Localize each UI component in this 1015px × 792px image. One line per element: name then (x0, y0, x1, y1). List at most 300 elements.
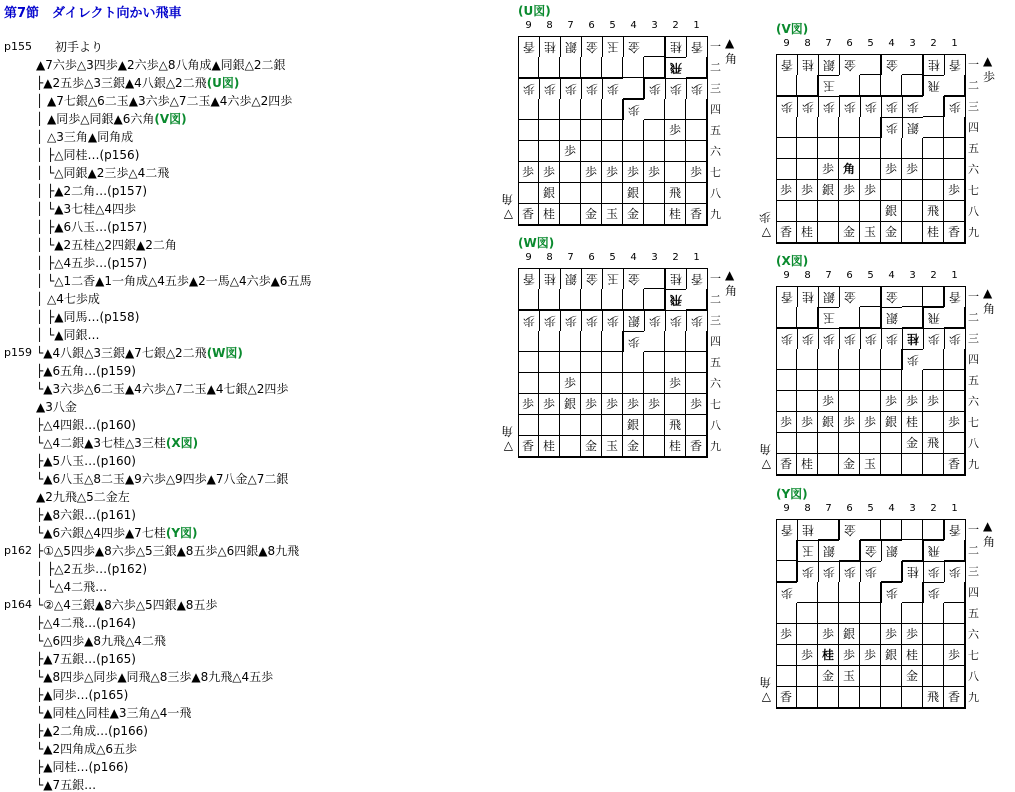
board-piece: 歩 (686, 162, 707, 183)
board-piece: 玉 (860, 454, 881, 475)
board-square (944, 540, 965, 561)
board-square (923, 645, 944, 666)
board-piece: 歩 (839, 328, 860, 349)
board-piece: 香 (776, 222, 797, 243)
tree-line: │ ├▲同馬…(p158) (36, 310, 140, 324)
board-square (539, 57, 560, 78)
board-piece: 歩 (881, 159, 902, 180)
board-piece: 玉 (839, 666, 860, 687)
board-piece: 歩 (797, 561, 818, 582)
board-square (923, 286, 944, 307)
board-square (518, 331, 539, 352)
board-piece: 歩 (539, 162, 560, 183)
board-piece: 歩 (560, 373, 581, 394)
board-piece: 歩 (923, 391, 944, 412)
board-square (644, 183, 665, 204)
board-piece: 桂 (665, 436, 686, 457)
board-square (839, 201, 860, 222)
board-piece: 銀 (560, 268, 581, 289)
board-square (860, 666, 881, 687)
board-square (839, 75, 860, 96)
board-piece: 桂 (797, 519, 818, 540)
board-piece: 歩 (686, 394, 707, 415)
board-square (602, 57, 623, 78)
board-square (560, 57, 581, 78)
board-piece: 飛 (923, 75, 944, 96)
board-square (860, 370, 881, 391)
board-square (644, 415, 665, 436)
board-piece: 歩 (881, 96, 902, 117)
diagram-ref: (W図) (206, 346, 243, 360)
board-piece: 歩 (776, 328, 797, 349)
board-square (539, 373, 560, 394)
board-piece: 金 (839, 54, 860, 75)
board-square (923, 624, 944, 645)
board-piece: 歩 (944, 412, 965, 433)
tree-line: └▲同桂△同桂▲3三角△4一飛 (36, 706, 192, 720)
gote-hand: ▽ 角 (501, 192, 514, 222)
rank-label: 七 (710, 166, 721, 179)
board-square (797, 370, 818, 391)
board-piece: 歩 (665, 78, 686, 99)
tree-line: │ ├△同桂…(p156) (36, 148, 140, 162)
board-square (686, 99, 707, 120)
tree-line: ├▲7五銀…(p165) (36, 652, 136, 666)
board-square (581, 120, 602, 141)
board-piece: 銀 (881, 307, 902, 328)
board-piece: 銀 (881, 645, 902, 666)
tree-line: │ ├△4五歩…(p157) (36, 256, 148, 270)
board-square (686, 352, 707, 373)
board-square (923, 180, 944, 201)
board-piece: 桂 (818, 645, 839, 666)
file-label: 8 (804, 38, 811, 49)
board-square (623, 141, 644, 162)
board-square (644, 331, 665, 352)
board-square (581, 352, 602, 373)
board-piece: 金 (623, 204, 644, 225)
rank-label: 三 (968, 100, 979, 113)
rank-label: 五 (968, 142, 979, 155)
rank-label: 二 (710, 61, 721, 74)
board-square (923, 370, 944, 391)
board-piece: 歩 (902, 349, 923, 370)
board-square (839, 117, 860, 138)
rank-label: 九 (968, 226, 979, 239)
board-square (839, 582, 860, 603)
board-square (686, 415, 707, 436)
board-piece: 歩 (818, 561, 839, 582)
board-piece: 銀 (839, 624, 860, 645)
board-square (623, 373, 644, 394)
file-label: 1 (951, 503, 958, 514)
board-square (602, 120, 623, 141)
board-piece: 歩 (665, 120, 686, 141)
tree-line: │ △4七歩成 (36, 292, 100, 306)
board-square (881, 433, 902, 454)
board-square (839, 370, 860, 391)
file-label: 9 (525, 252, 532, 263)
board-piece: 飛 (923, 687, 944, 708)
board-square (839, 138, 860, 159)
board-square (623, 120, 644, 141)
rank-label: 三 (710, 82, 721, 95)
board-square (902, 286, 923, 307)
tree-line: ├▲同桂…(p166) (36, 760, 129, 774)
board-piece: 歩 (560, 141, 581, 162)
board-piece: 桂 (665, 36, 686, 57)
board-piece: 玉 (602, 436, 623, 457)
board-piece: 歩 (881, 117, 902, 138)
board-square (560, 99, 581, 120)
rank-label: 四 (710, 335, 721, 348)
board-square (818, 582, 839, 603)
board-piece: 歩 (839, 561, 860, 582)
board-piece: 桂 (797, 222, 818, 243)
board-square (797, 117, 818, 138)
board-square (944, 349, 965, 370)
board-square (797, 624, 818, 645)
board-square (860, 519, 881, 540)
board-square (644, 36, 665, 57)
board-piece: 香 (686, 436, 707, 457)
board-square (860, 138, 881, 159)
sente-hand: ▲ 歩 (983, 54, 996, 84)
board-piece: 歩 (560, 78, 581, 99)
rank-label: 四 (968, 353, 979, 366)
board-piece: 歩 (644, 310, 665, 331)
file-label: 7 (825, 270, 832, 281)
file-label: 5 (609, 20, 616, 31)
board-piece: 歩 (902, 391, 923, 412)
board-square (602, 352, 623, 373)
rank-label: 五 (710, 124, 721, 137)
board-square (944, 624, 965, 645)
board-square (923, 138, 944, 159)
board-square (686, 141, 707, 162)
board-square (923, 117, 944, 138)
board-square (902, 307, 923, 328)
board-piece: 香 (944, 687, 965, 708)
board-piece: 飛 (665, 183, 686, 204)
board-piece: 銀 (623, 415, 644, 436)
board-square (644, 57, 665, 78)
diagram-ref: (U図) (206, 76, 240, 90)
rank-label: 五 (710, 356, 721, 369)
board-square (902, 75, 923, 96)
board-square (644, 268, 665, 289)
board-square (818, 603, 839, 624)
diagram-title: (U図) (518, 4, 551, 18)
file-label: 7 (825, 503, 832, 514)
board-piece: 歩 (860, 328, 881, 349)
shogi-board (518, 268, 708, 458)
board-square (665, 331, 686, 352)
board-square (797, 159, 818, 180)
board-square (644, 373, 665, 394)
board-piece: 歩 (818, 624, 839, 645)
board-piece: 金 (581, 204, 602, 225)
board-square (944, 307, 965, 328)
tree-line: └▲7五銀… (36, 778, 97, 792)
rank-label: 四 (968, 121, 979, 134)
board-square (818, 117, 839, 138)
rank-label: 九 (968, 458, 979, 471)
shogi-board (776, 286, 966, 476)
board-piece: 歩 (602, 162, 623, 183)
board-square (923, 412, 944, 433)
file-label: 8 (546, 252, 553, 263)
file-label: 2 (672, 20, 679, 31)
rank-label: 八 (968, 670, 979, 683)
board-square (797, 391, 818, 412)
diagram-title: (Y図) (776, 487, 808, 501)
file-label: 3 (651, 20, 658, 31)
board-square (644, 204, 665, 225)
board-piece: 桂 (797, 454, 818, 475)
board-square (581, 141, 602, 162)
board-piece: 飛 (665, 415, 686, 436)
board-square (860, 624, 881, 645)
board-piece: 銀 (902, 117, 923, 138)
page-ref: p162 (4, 544, 32, 557)
tree-line: └▲3六歩△6二玉▲4六歩△7二玉▲4七銀△2四歩 (36, 382, 289, 396)
board-piece: 飛 (923, 540, 944, 561)
board-square (581, 183, 602, 204)
board-piece: 歩 (797, 180, 818, 201)
file-label: 9 (783, 503, 790, 514)
board-square (686, 183, 707, 204)
file-label: 3 (909, 270, 916, 281)
board-square (818, 519, 839, 540)
board-piece: 玉 (797, 540, 818, 561)
gote-hand: ▽ 角 (759, 675, 772, 705)
board-piece: 飛 (665, 57, 686, 78)
board-square (902, 222, 923, 243)
board-piece: 金 (839, 286, 860, 307)
board-square (518, 57, 539, 78)
rank-label: 九 (968, 691, 979, 704)
board-piece: 歩 (944, 180, 965, 201)
tree-line: └▲8四歩△同歩▲同飛△8三歩▲8九飛△4五歩 (36, 670, 274, 684)
board-piece: 歩 (602, 310, 623, 331)
board-square (539, 331, 560, 352)
board-piece: 歩 (539, 394, 560, 415)
board-piece: 歩 (623, 394, 644, 415)
board-square (944, 666, 965, 687)
tree-line: └△4二銀▲3七桂△3三桂(X図) (36, 436, 199, 450)
board-piece: 桂 (539, 268, 560, 289)
board-piece: 歩 (776, 180, 797, 201)
file-label: 1 (951, 38, 958, 49)
board-piece: 歩 (797, 412, 818, 433)
board-piece: 金 (881, 54, 902, 75)
file-label: 1 (693, 252, 700, 263)
board-piece: 銀 (623, 310, 644, 331)
board-square (776, 307, 797, 328)
file-label: 9 (783, 270, 790, 281)
rank-label: 六 (710, 145, 721, 158)
board-piece: 香 (776, 687, 797, 708)
board-piece: 桂 (902, 645, 923, 666)
file-label: 8 (546, 20, 553, 31)
board-square (644, 120, 665, 141)
file-label: 7 (567, 20, 574, 31)
rank-label: 六 (968, 163, 979, 176)
board-piece: 香 (686, 268, 707, 289)
rank-label: 二 (710, 293, 721, 306)
board-piece: 歩 (560, 310, 581, 331)
board-square (602, 331, 623, 352)
board-square (902, 540, 923, 561)
board-piece: 歩 (539, 310, 560, 331)
board-square (860, 307, 881, 328)
board-square (839, 349, 860, 370)
rank-label: 九 (710, 440, 721, 453)
board-square (797, 582, 818, 603)
board-piece: 歩 (581, 394, 602, 415)
board-square (623, 57, 644, 78)
board-piece: 香 (686, 36, 707, 57)
tree-line: 初手より (55, 40, 104, 54)
board-square (776, 603, 797, 624)
tree-line: │ └△4二飛… (36, 580, 108, 594)
tree-line: │ ▲7七銀△6二玉▲3六歩△7二玉▲4六歩△2四歩 (36, 94, 293, 108)
rank-label: 七 (968, 184, 979, 197)
board-square (902, 54, 923, 75)
board-square (839, 307, 860, 328)
file-label: 8 (804, 503, 811, 514)
board-piece: 金 (581, 268, 602, 289)
board-piece: 歩 (797, 328, 818, 349)
board-square (860, 391, 881, 412)
rank-label: 五 (968, 607, 979, 620)
board-square (944, 138, 965, 159)
board-square (923, 519, 944, 540)
file-label: 6 (846, 38, 853, 49)
tree-line: │ └△1二香▲1一角成△4五歩▲2一馬△4六歩▲6五馬 (36, 274, 312, 288)
tree-line: ▲7六歩△3四歩▲2六歩△8八角成▲同銀△2二銀 (36, 58, 286, 72)
board-piece: 玉 (602, 204, 623, 225)
board-square (797, 75, 818, 96)
board-piece: 銀 (560, 36, 581, 57)
board-square (923, 603, 944, 624)
board-piece: 玉 (602, 268, 623, 289)
board-square (923, 96, 944, 117)
rank-label: 六 (968, 628, 979, 641)
rank-label: 八 (710, 187, 721, 200)
board-square (581, 99, 602, 120)
board-square (839, 603, 860, 624)
board-piece: 飛 (665, 289, 686, 310)
board-piece: 歩 (860, 180, 881, 201)
board-piece: 金 (902, 433, 923, 454)
rank-label: 二 (968, 544, 979, 557)
shogi-board (776, 54, 966, 244)
board-square (560, 352, 581, 373)
board-piece: 歩 (860, 561, 881, 582)
board-square (818, 687, 839, 708)
board-square (839, 540, 860, 561)
rank-label: 一 (968, 58, 979, 71)
board-square (818, 349, 839, 370)
file-label: 6 (846, 503, 853, 514)
board-piece: 歩 (797, 645, 818, 666)
board-square (518, 183, 539, 204)
board-piece: 桂 (902, 328, 923, 349)
board-square (860, 603, 881, 624)
board-square (581, 289, 602, 310)
diagram-title: (V図) (776, 22, 809, 36)
gote-hand: ▽ 角 (501, 424, 514, 454)
board-piece: 桂 (665, 268, 686, 289)
board-square (797, 307, 818, 328)
board-piece: 飛 (923, 307, 944, 328)
board-piece: 歩 (944, 328, 965, 349)
shogi-board (518, 36, 708, 226)
board-square (776, 561, 797, 582)
board-piece: 金 (623, 268, 644, 289)
board-piece: 歩 (902, 624, 923, 645)
board-square (776, 117, 797, 138)
board-square (944, 370, 965, 391)
tree-line: └②△4三銀▲8六歩△5四銀▲8五歩 (36, 598, 218, 612)
board-square (881, 687, 902, 708)
board-square (539, 141, 560, 162)
rank-label: 二 (968, 311, 979, 324)
board-piece: 歩 (881, 391, 902, 412)
board-square (518, 352, 539, 373)
board-piece: 歩 (881, 582, 902, 603)
file-label: 4 (888, 270, 895, 281)
board-piece: 歩 (818, 328, 839, 349)
board-square (797, 666, 818, 687)
board-square (881, 370, 902, 391)
board-square (581, 373, 602, 394)
board-piece: 香 (776, 519, 797, 540)
board-square (518, 120, 539, 141)
board-square (923, 454, 944, 475)
board-square (839, 391, 860, 412)
board-square (602, 289, 623, 310)
board-piece: 香 (776, 54, 797, 75)
file-label: 2 (930, 38, 937, 49)
board-piece: 歩 (776, 412, 797, 433)
file-label: 3 (909, 503, 916, 514)
board-piece: 桂 (539, 36, 560, 57)
rank-label: 四 (968, 586, 979, 599)
board-piece: 桂 (923, 54, 944, 75)
board-square (581, 415, 602, 436)
board-square (797, 201, 818, 222)
board-square (944, 433, 965, 454)
board-square (581, 331, 602, 352)
board-square (518, 141, 539, 162)
board-square (644, 289, 665, 310)
board-square (818, 201, 839, 222)
board-piece: 金 (623, 36, 644, 57)
board-square (881, 138, 902, 159)
board-piece: 銀 (818, 54, 839, 75)
board-piece: 香 (686, 204, 707, 225)
board-square (818, 454, 839, 475)
board-square (902, 370, 923, 391)
board-piece: 歩 (602, 394, 623, 415)
file-label: 3 (651, 252, 658, 263)
tree-line: │ └△同銀▲2三歩△4二飛 (36, 166, 170, 180)
board-square (797, 349, 818, 370)
board-piece: 金 (839, 519, 860, 540)
